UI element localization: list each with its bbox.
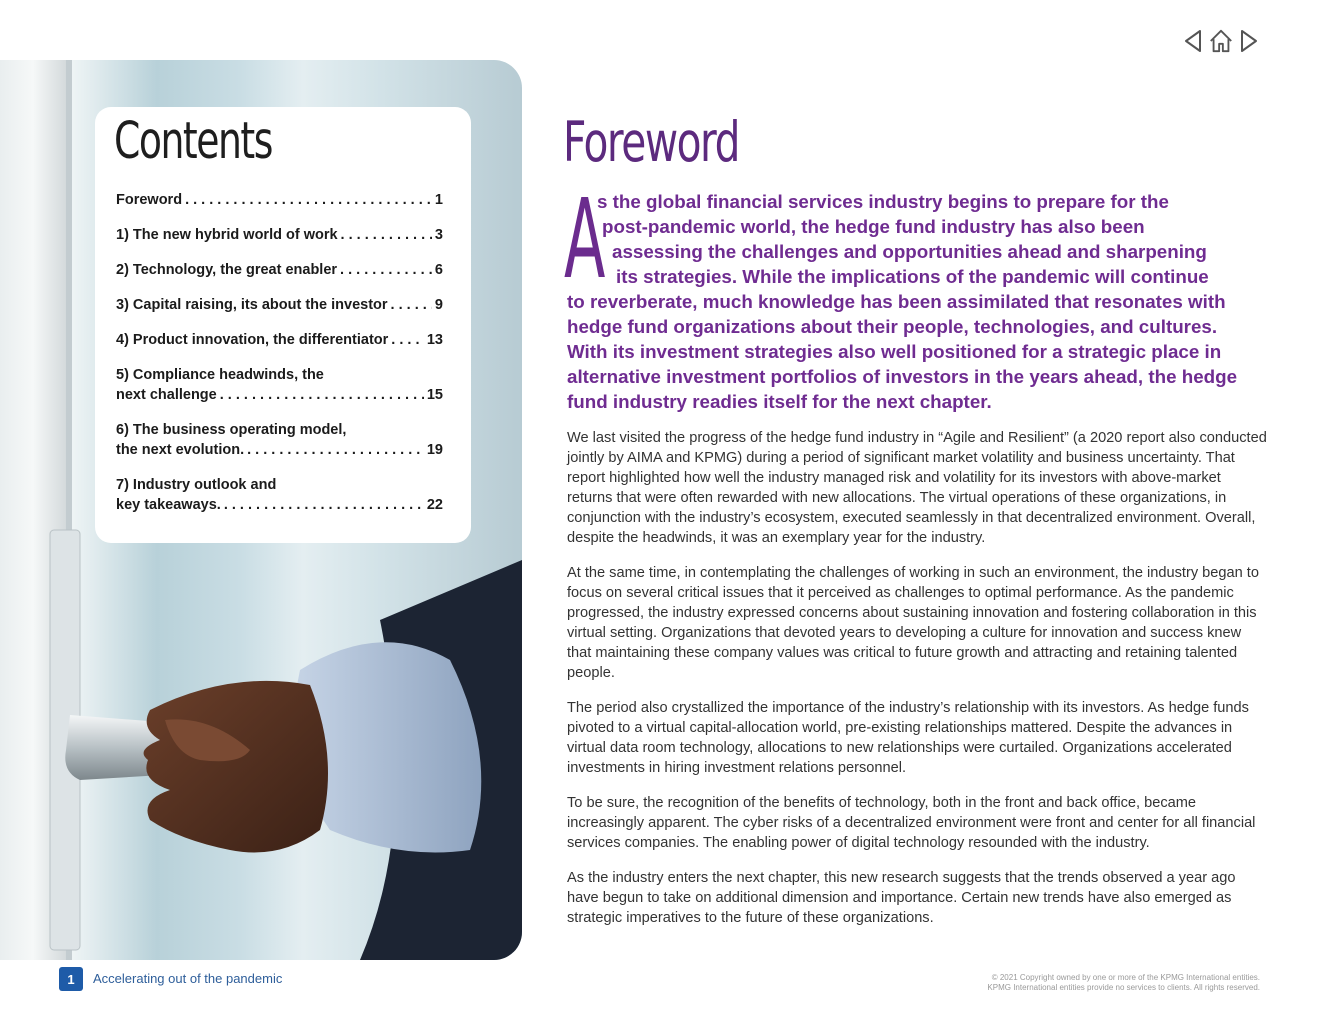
previous-page-button[interactable] — [1180, 26, 1206, 56]
toc-item-page: 1 — [434, 192, 443, 208]
toc-item-page: 13 — [426, 332, 443, 348]
intro-line: hedge fund organizations about their people, technologies, and cultures. — [567, 316, 1218, 337]
intro-line: s the global financial services industry begins to prepare for the — [597, 191, 1169, 212]
toc-item-capital-raising[interactable] — [116, 295, 443, 315]
body-paragraph: We last visited the progress of the hedge fund industry in “Agile and Resilient” (a 2020 report also conducted jointly by AIMA and KPMG) during a period of significant market volatility and business uncertainty. That report highlighted how well the industry managed risk and volatility for its investors with above-market returns that were often rewarded with new allocations. The virtual operations of these organizations, in conjunction with the industry’s ecosystem, executed seamlessly in that decentralized environment. Overall, despite the headwinds, it was an exemplary year for the industry. — [567, 430, 1267, 546]
toc-item-page: 9 — [434, 297, 443, 313]
contents-title: Contents — [114, 112, 272, 171]
arrow-left-icon — [1182, 28, 1204, 54]
toc-item-label: key takeaways. — [116, 497, 221, 513]
copyright-line: KPMG International entities provide no services to clients. All rights reserved. — [987, 983, 1260, 992]
toc-item-label: 3) Capital raising, its about the investor — [116, 297, 388, 313]
table-of-contents — [116, 190, 443, 530]
toc-item-label: 4) Product innovation, the differentiator — [116, 332, 389, 348]
intro-line: post-pandemic world, the hedge fund industry has also been — [602, 216, 1145, 237]
next-page-button[interactable] — [1236, 26, 1262, 56]
intro-line: to reverberate, much knowledge has been assimilated that resonates with — [567, 291, 1226, 312]
foreword-title: Foreword — [563, 110, 739, 174]
toc-item-industry-outlook[interactable] — [116, 475, 443, 515]
body-paragraph: To be sure, the recognition of the benefits of technology, both in the front and back office, became increasingly apparent. The cyber risks of a decentralized environment were front and center for all financial services companies. The enabling power of digital technology resounded with the industry. — [567, 795, 1256, 851]
body-paragraph: At the same time, in contemplating the challenges of working in such an environment, the industry began to focus on several critical issues that it perceived as challenges to optimal performance. As the pandemic progressed, the industry expressed concerns about sustaining innovation and fostering collaboration in this virtual setting. Organizations that devoted years to developing a culture for innovation and success knew that maintaining these company values was critical to future growth and attracting and retaining talented people. — [567, 565, 1259, 681]
toc-item-product-innovation[interactable] — [116, 330, 443, 350]
toc-item-operating-model[interactable] — [116, 420, 443, 460]
intro-line: alternative investment portfolios of investors in the years ahead, the hedge — [567, 366, 1238, 387]
toc-item-label-line1: 6) The business operating model, — [116, 422, 347, 438]
toc-item-label-line1: 5) Compliance headwinds, the — [116, 367, 324, 383]
foreword-body — [567, 428, 1267, 943]
toc-item-label: 2) Technology, the great enabler — [116, 262, 338, 278]
footer-title[interactable]: Accelerating out of the pandemic — [93, 971, 283, 986]
toc-item-technology[interactable] — [116, 260, 443, 280]
toc-item-label: next challenge — [116, 387, 217, 403]
toc-item-page: 6 — [434, 262, 443, 278]
body-paragraph: As the industry enters the next chapter, this new research suggests that the trends observed a year ago have begun to take on additional dimension and importance. Certain new trends have also emerged as strategic imperatives to the future of these organizations. — [567, 870, 1236, 926]
intro-line: With its investment strategies also well positioned for a strategic place in — [567, 341, 1222, 362]
home-icon — [1208, 27, 1234, 55]
page-number-badge: 1 — [59, 967, 83, 991]
body-paragraph: The period also crystallized the importance of the industry’s relationship with its investors. As hedge funds pivoted to a virtual capital-allocation world, pre-existing relationships mattered. Despite the advances in virtual data room technology, allocations to new relationships were curtailed. Organizations accelerated investments in hiring investment relations personnel. — [567, 700, 1249, 776]
copyright-notice — [987, 973, 1260, 993]
intro-line: fund industry readies itself for the next chapter. — [567, 391, 992, 412]
intro-line: its strategies. While the implications of the pandemic will continue — [616, 266, 1209, 287]
foreword-intro — [567, 189, 1267, 414]
drop-cap: A — [564, 175, 606, 303]
toc-item-compliance[interactable] — [116, 365, 443, 405]
toc-item-page: 22 — [426, 497, 443, 513]
toc-item-hybrid-world[interactable] — [116, 225, 443, 245]
toc-item-page: 3 — [434, 227, 443, 243]
toc-item-page: 19 — [426, 442, 443, 458]
toc-item-label: the next evolution. — [116, 442, 245, 458]
copyright-line: © 2021 Copyright owned by one or more of the KPMG International entities. — [991, 973, 1260, 982]
toc-item-label: 1) The new hybrid world of work — [116, 227, 338, 243]
page-navigation — [1180, 26, 1264, 56]
toc-item-foreword[interactable] — [116, 190, 443, 210]
toc-item-page: 15 — [426, 387, 443, 403]
arrow-right-icon — [1238, 28, 1260, 54]
home-button[interactable] — [1208, 26, 1234, 56]
intro-line: assessing the challenges and opportunities ahead and sharpening — [612, 241, 1207, 262]
toc-item-label-line1: 7) Industry outlook and — [116, 477, 277, 493]
toc-item-label: Foreword — [116, 192, 183, 208]
